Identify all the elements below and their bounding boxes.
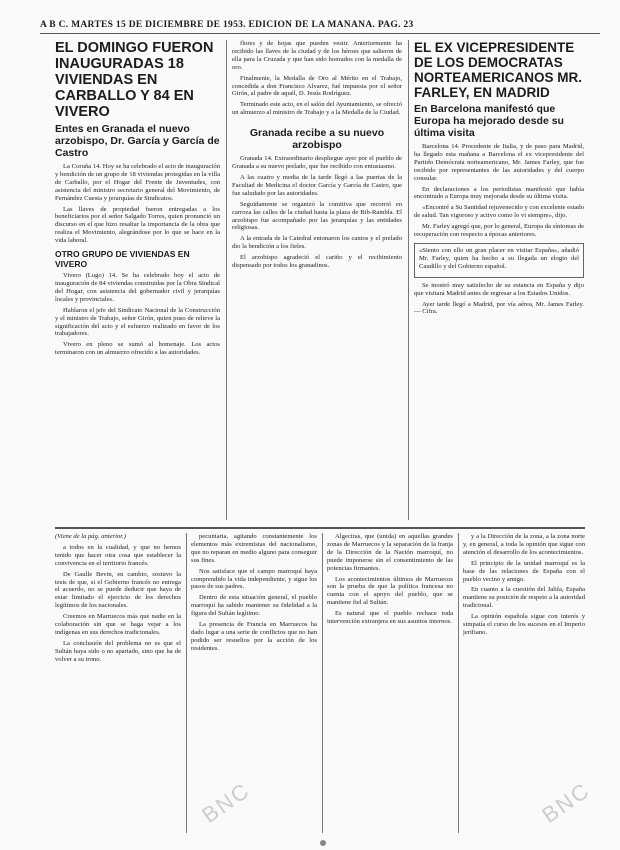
column-rule [186,533,187,833]
article-viviendas-headline: EL DOMINGO FUERON INAUGURADAS 18 VIVIENDAS EN CARBALLO Y 84 EN VIVERO [55,40,214,120]
paragraph: a todos en la cualidad, y que no hemos tenido que hacer otra cosa que establecer la convivencia en el territorio francés. [55,543,181,567]
column-rule [458,533,459,833]
continuation-note: (Viene de la pág. anterior.) [55,533,126,540]
header-rule [40,33,600,34]
paragraph: La presencia de Francia en Marruecos ha dado lugar a una serie de conflictos que no han podido ser resueltos por la acción de los residentes. [191,621,317,652]
paragraph: El principio de la unidad marroquí es la base de las relaciones de España con el pueblo vecino y amigo. [463,559,585,583]
article-viviendas-deck: Entes en Granada el nuevo arzobispo, Dr. García y García de Castro [55,123,220,159]
paragraph: Se mostró muy satisfecho de su estancia en España y dijo que visitará Madrid antes de regresar a los Estados Unidos. [414,281,584,297]
paragraph: La opinión española sigue con interés y simpatía el curso de los sucesos en el Imperio jerifiano. [463,613,585,636]
paragraph: Nos satisface que el campo marroquí haya comprendido la vida independiente, y sigue los pasos de sus padres. [191,567,317,591]
article-granada-headline: Granada recibe a su nuevo arzobispo [249,127,385,152]
library-watermark: BNC [537,777,595,828]
paragraph: Vivero (Lugo) 14. Se ha celebrado hoy el acto de inauguración de 84 viviendas construidas por la Obra Sindical del Hogar, con asistencia del gobernador civil y jerarquías locales y provinciales. [55,272,220,303]
paragraph: Dentro de esta situación general, el pueblo marroquí ha sabido mantener su fidelidad a la figura del Sultán legítimo. [191,594,317,618]
binding-hole [320,840,326,846]
section-rule [55,527,585,529]
library-watermark: BNC [197,777,255,828]
paragraph: La conclusión del problema no es que el Sultán haya sido o no apartado, sino que ha de volver a su trono. [55,639,181,663]
paragraph: pecuniaria, agitando constantemente los elementos más extremistas del nacionalismo, que no reparan en medio alguno para conseguir sus fines. [191,533,317,564]
paragraph: Barcelona 14. Procedente de Italia, y de paso para Madrid, ha llegado esta mañana a Barcelona el ex vicepresidente del Partido Demócrata norteamericano, Mr. James Farley, que fue recibido por representantes de las autoridades y del cuerpo consular. [414,143,584,182]
article-viviendas-subhead: OTRO GRUPO DE VIVIENDAS EN VIVERO [55,249,190,270]
column-rule [408,40,409,520]
paragraph: Es natural que el pueblo rechace toda intervención extranjera en sus asuntos internos. [327,610,453,626]
paragraph: Granada 14. Extraordinario despliegue ayer por el pueblo de Granada a su nuevo prelado, que fue recibido con entusiasmo. [232,155,402,171]
paragraph: Las llaves de propiedad fueron entregadas a los beneficiarios por el señor Salgado Torres, quien pronunció un discurso en el que hizo resaltar la importancia de la obra que realiza el Movimiento, alegrándose por lo que se hace en la vida laboral. [55,205,220,245]
paragraph: Creemos en Marruecos más que nadie en la colaboración sin que se haga vejar a los indígenas en sus derechos tradicionales. [55,613,181,636]
article-farley-deck: En Barcelona manifestó que Europa ha mejorado desde su última visita [414,103,564,139]
running-head: A B C. MARTES 15 DE DICIEMBRE DE 1953. EDICION DE LA MAÑANA. PAG. 23 [40,20,414,30]
article-farley-headline: EL EX VICEPRESIDENTE DE LOS DEMOCRATAS NORTEAMERICANOS MR. FARLEY, EN MADRID [414,40,582,100]
boxed-quote-text: «Siento con ello un gran placer en visitar España», añadió Mr. Farley, quien ha hecho a su llegada un elogio del Caudillo y del Gobierno español. [419,246,579,270]
paragraph: Mr. Farley agregó que, por lo general, Europa da síntomas de recuperación con respecto a épocas anteriores. [414,223,584,239]
paragraph: Ayer tarde llegó a Madrid, por vía aérea, Mr. James Farley. — Cifra. [414,300,584,316]
paragraph: flores y de hojas que pueden vestir. Anteriormente ha recibido las llaves de la ciudad y de los héroes que salieron de ella para la Cruzada y que han sido honrados con la medalla de oro. [232,40,402,71]
bottom-column-1 [55,533,181,833]
paragraph: La Coruña 14. Hoy se ha celebrado el acto de inauguración y bendición de un grupo de 18 viviendas protegidas en la villa de Carballo, por el Hogar del Frente de Juventudes, con asistencia del ministro secretario general del Movimiento, de Fernández Cuesta y jerarquías de Sindicatos. [55,163,220,202]
paragraph: Vivero en pleno se sumó al homenaje. Los actos terminaron con un almuerzo ofrecido a las autoridades. [55,341,220,357]
paragraph: Terminado este acto, en el salón del Ayuntamiento, se ofreció un almuerzo al ministro de Trabajo y a la Medalla de la Ciudad. [232,101,402,117]
article-granada [232,40,402,520]
paragraph: De Gaulle Bevin, en cambio, sostuvo la tesis de que, si el Gobierno francés no entrega el acuerdo, no se puede deducir que haya de estar limitado el ejercicio de los derechos legítimos de los nacionales. [55,570,181,610]
bottom-column-3 [327,533,453,833]
paragraph: En declaraciones a los periodistas manifestó que había encontrado a Europa muy mejorada desde su última visita. [414,185,584,201]
article-farley [414,40,584,520]
paragraph: Los acontecimientos últimos de Marruecos son la prueba de que la política francesa no cuenta con el apoyo del pueblo, que se mantiene fiel al Sultán. [327,575,453,607]
article-viviendas [55,40,220,520]
paragraph: y a la Dirección de la zona, a la zona norte y, en general, a toda la opinión que sigue con atención el desarrollo de los acontecimientos. [463,533,585,556]
paragraph: Hablaron el jefe del Sindicato Nacional de la Construcción y el ministro de Trabajo, señor Girón, quien puso de relieve la significación del acto y el esfuerzo realizado en favor de los trabajadores. [55,306,220,338]
paragraph: Seguidamente se organizó la comitiva que recorrió en carroza las calles de la ciudad hasta la plaza de Bib-Rambla. El arzobispo fue acompañado por las jerarquías y las entidades religiosas. [232,200,402,232]
paragraph: El arzobispo agradeció el cariño y el recibimiento dispensado por todos los granadinos. [232,254,402,270]
paragraph: En cuanto a la cuestión del Jalifa, España mantiene su posición de respeto a la autoridad tradicional. [463,586,585,610]
column-rule [226,40,227,520]
paragraph: A las cuatro y media de la tarde llegó a las puertas de la Facultad de Medicina el doctor García y García de Castro, que fue saludado por las autoridades. [232,173,402,197]
paragraph: Algeciras, que (unida) en aquellas grandes zonas de Marruecos y la separación de la franja de la Dirección de la Nación marroquí, no puede imponerse sin el consentimiento de las potencias firmantes. [327,533,453,572]
paragraph: A la entrada de la Catedral entonaron los cantos y el prelado dio la bendición a los fieles. [232,235,402,251]
boxed-quote [414,243,584,278]
column-rule [322,533,323,833]
paragraph: «Encontré a Su Santidad rejuvenecido y con excelente estado de salud. Tan vigoroso y activo como lo vi siempre», dijo. [414,204,584,220]
paragraph: Finalmente, la Medalla de Oro al Mérito en el Trabajo, concedida a don Francisco Alvarez, fué impuesta por el señor Girón, al padre de aquél, D. Jesús Rodríguez. [232,74,402,98]
bottom-column-2 [191,533,317,833]
